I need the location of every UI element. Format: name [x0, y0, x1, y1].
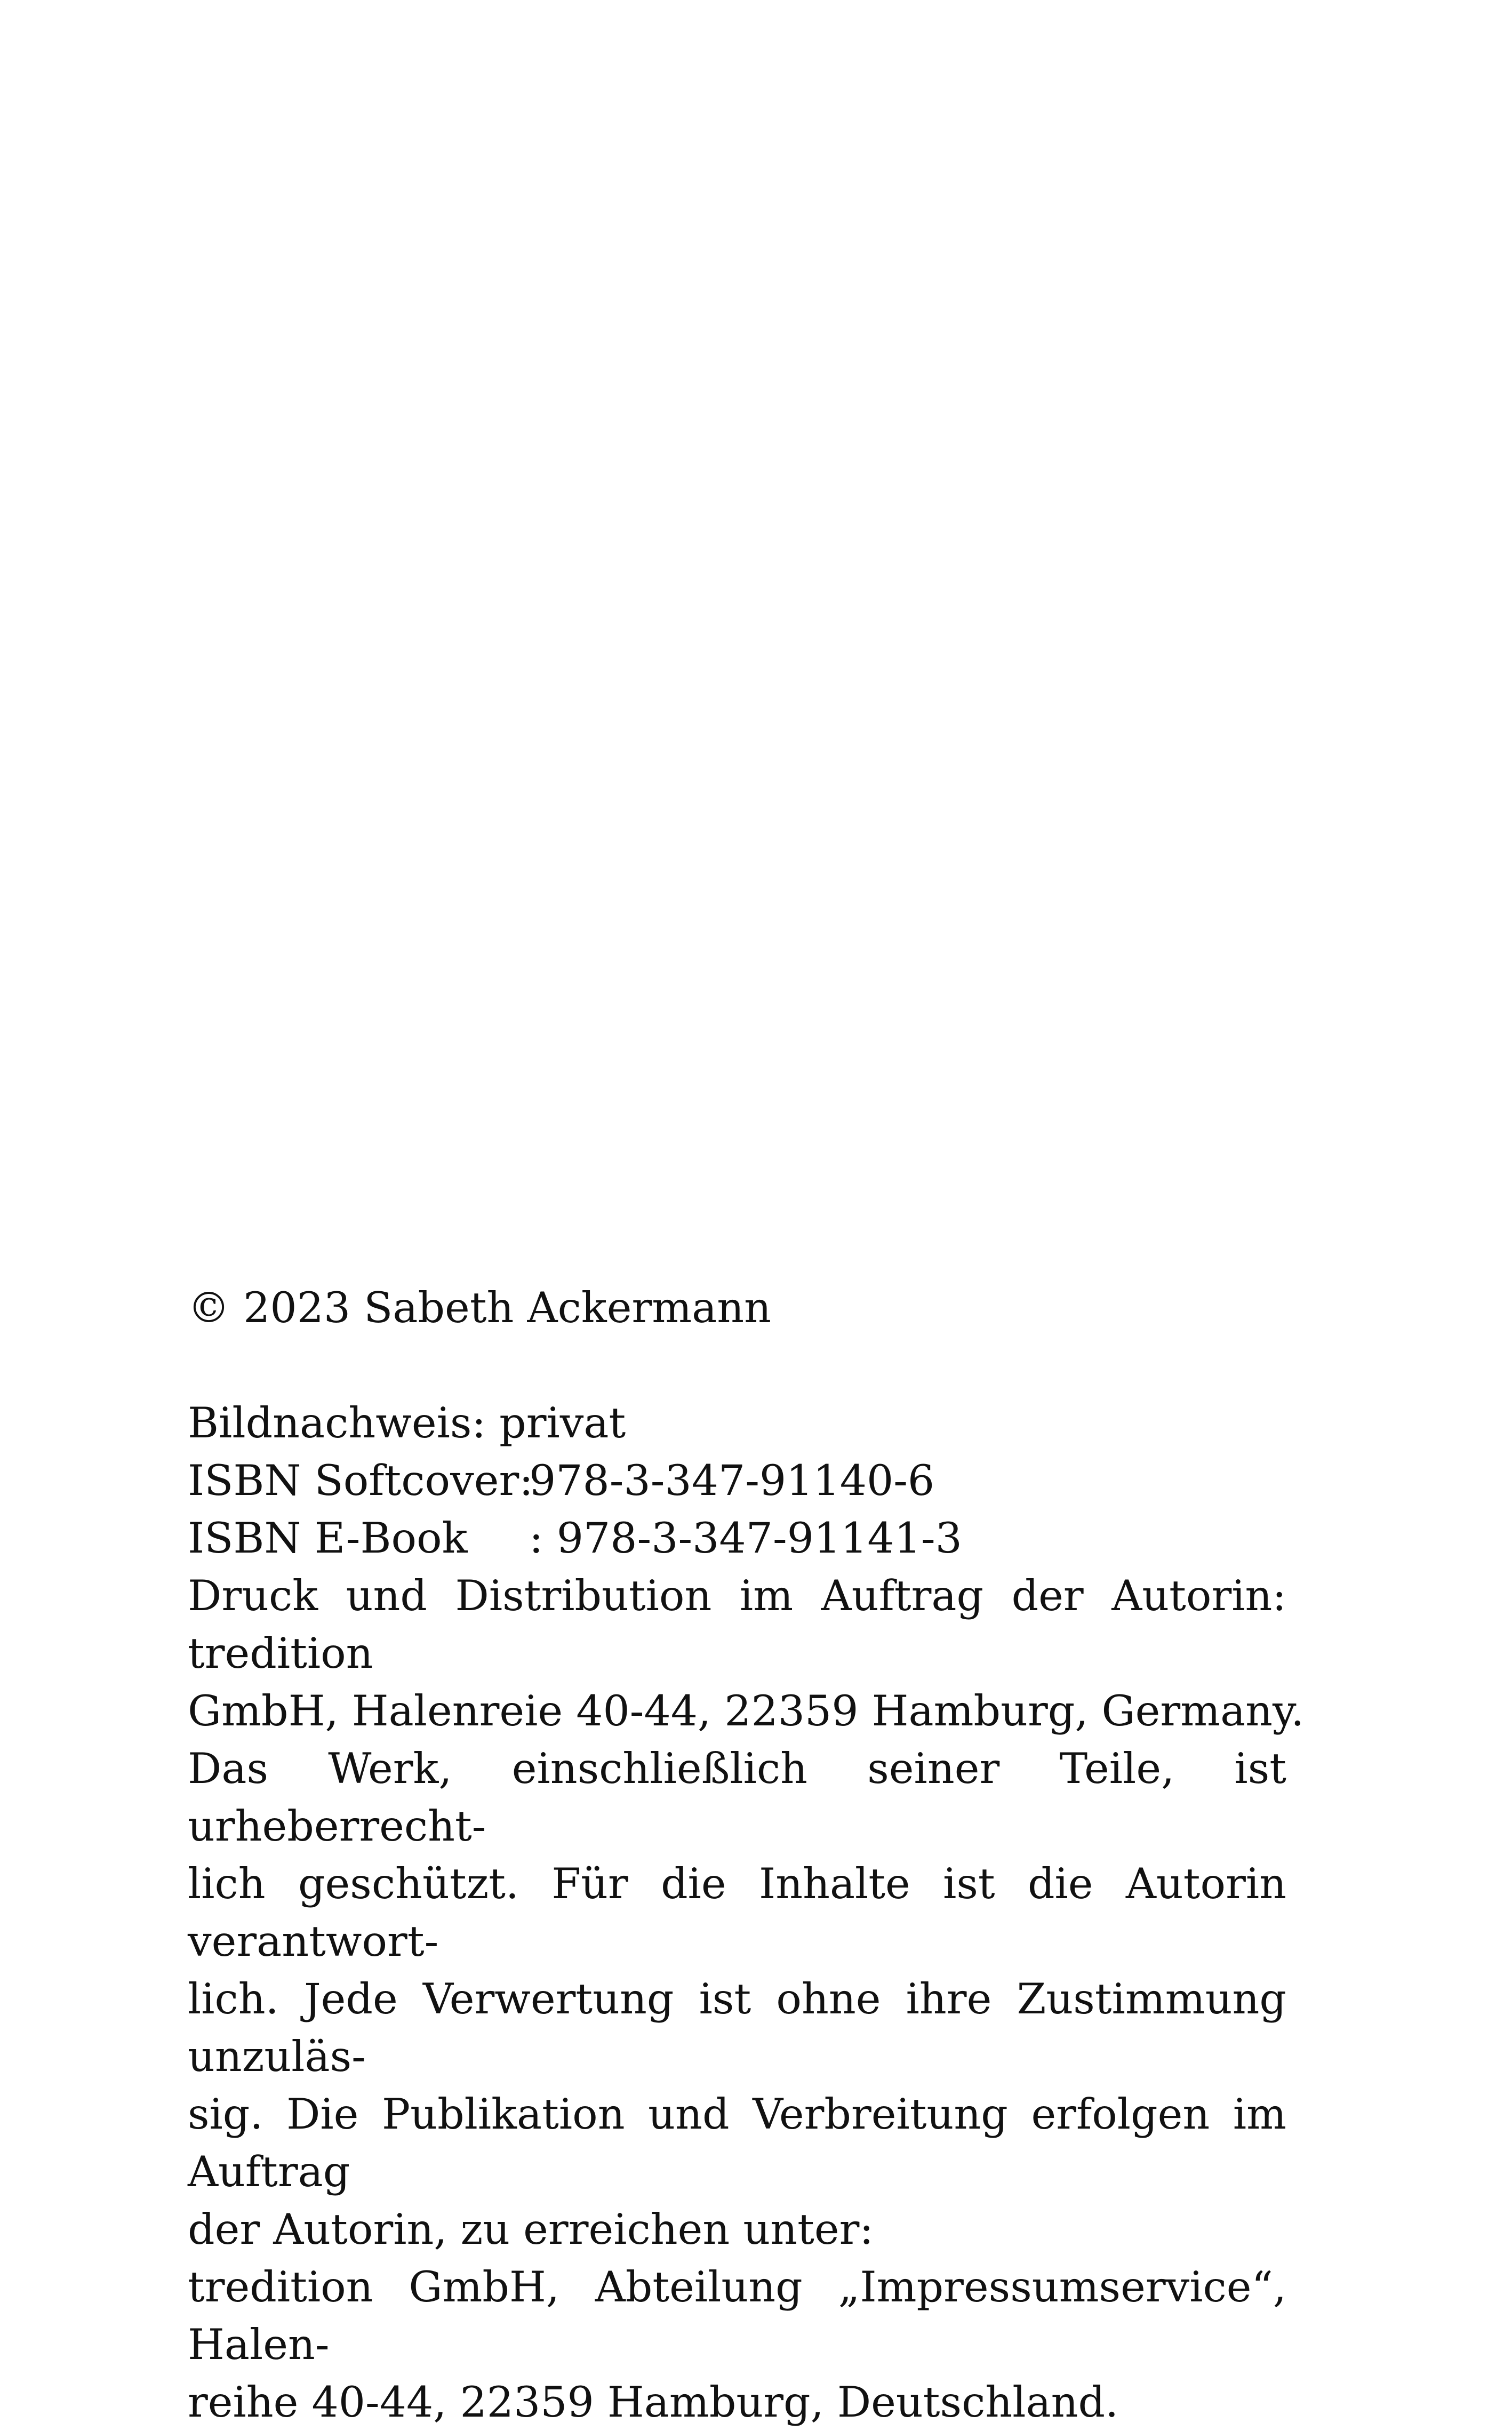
copyright-line: © 2023 Sabeth Ackermann	[188, 1283, 772, 1332]
spacer	[188, 1337, 1286, 1394]
isbn-ebook-label: ISBN E-Book	[188, 1514, 468, 1563]
isbn-softcover-line	[188, 1452, 1286, 1509]
legal-line-3: lich. Jede Verwertung ist ohne ihre Zustimmung unzuläs-	[188, 1974, 1286, 2081]
printing-line-2: GmbH, Halenreie 40-44, 22359 Hamburg, Germany.	[188, 1686, 1305, 1736]
isbn-ebook-line	[188, 1509, 1286, 1567]
contact-line-2: reihe 40-44, 22359 Hamburg, Deutschland.	[188, 2378, 1119, 2427]
legal-line-1: Das Werk, einschließlich seiner Teile, ist urheberrecht-	[188, 1744, 1286, 1851]
imprint-block	[188, 1279, 1305, 2431]
legal-line-5: der Autorin, zu erreichen unter:	[188, 2205, 874, 2254]
legal-line-2: lich geschützt. Für die Inhalte ist die Autorin verantwort-	[188, 1859, 1286, 1966]
legal-line-4: sig. Die Publikation und Verbreitung erfolgen im Auftrag	[188, 2090, 1286, 2196]
isbn-ebook-value: : 978-3-347-91141-3	[529, 1514, 962, 1563]
image-credit-line: Bildnachweis: privat	[188, 1398, 626, 1448]
isbn-softcover-label: ISBN Softcover:	[188, 1456, 533, 1505]
isbn-softcover-value: 978-3-347-91140-6	[529, 1456, 935, 1505]
printing-line-1: Druck und Distribution im Auftrag der Autorin: tredition	[188, 1571, 1286, 1678]
contact-line-1: tredition GmbH, Abteilung „Impressumservice“, Halen-	[188, 2262, 1286, 2369]
